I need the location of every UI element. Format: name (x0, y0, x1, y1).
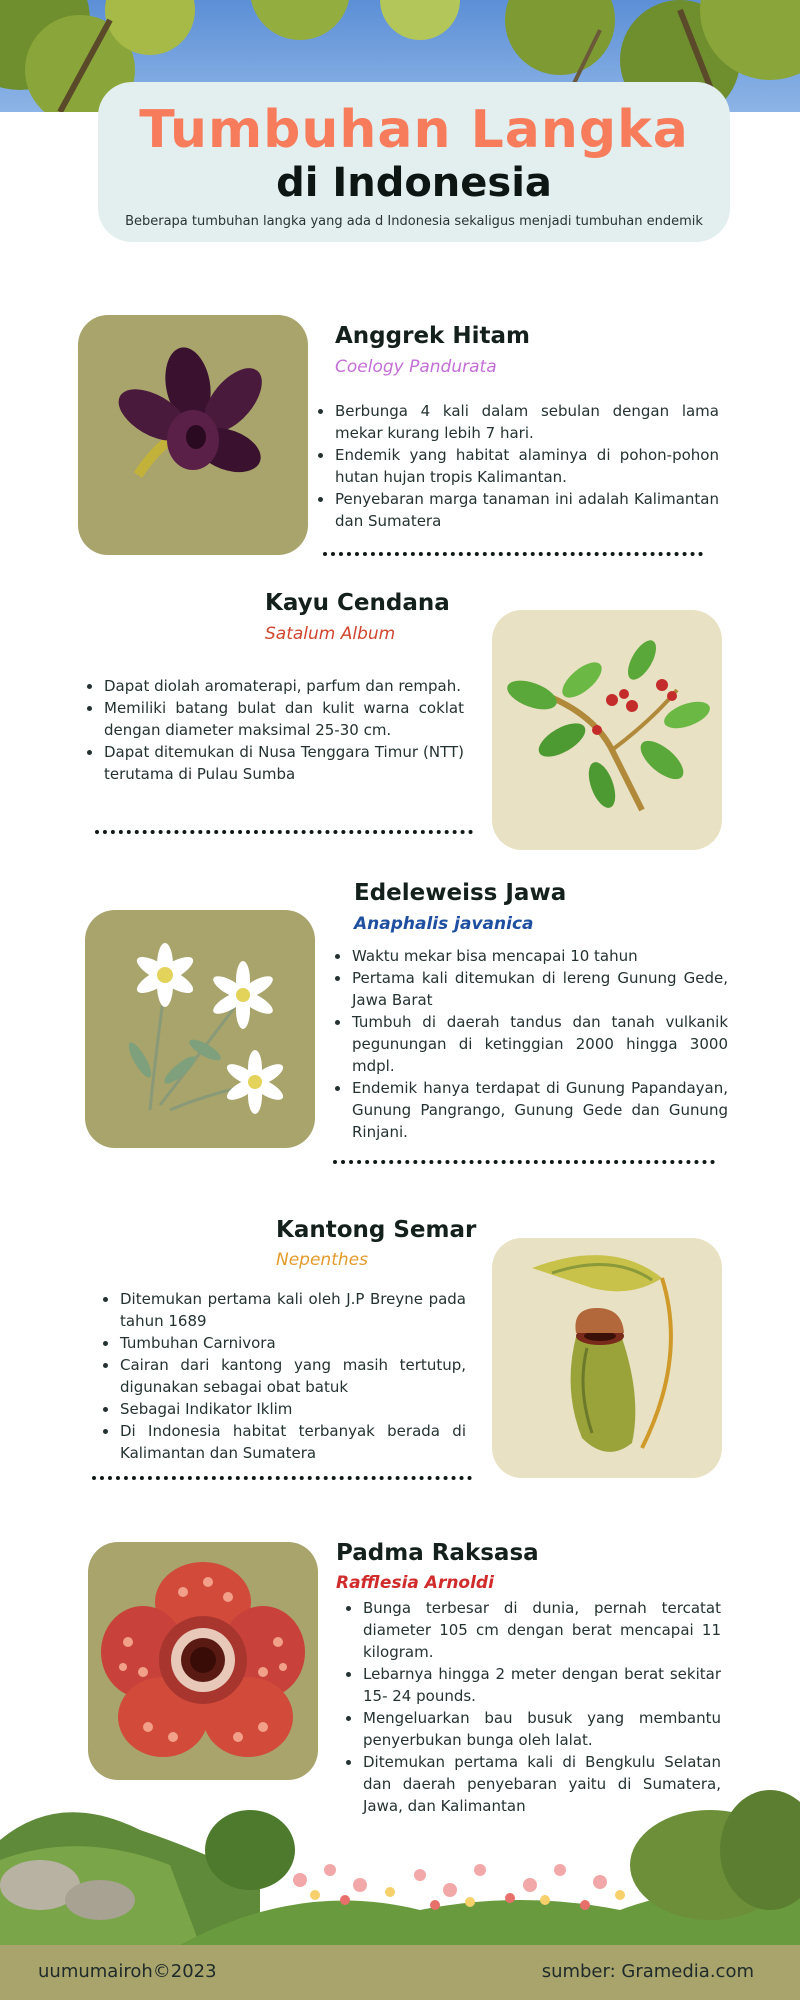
garden-landscape (0, 1770, 800, 1945)
dotted-divider (323, 552, 703, 556)
fact-item: Tumbuh di daerah tandus dan tanah vulkanik pegunungan di ketinggian 2000 hingga 3000 mdpl. (332, 1011, 728, 1077)
fact-item: Memiliki batang bulat dan kulit warna coklat dengan diameter maksimal 25-30 cm. (84, 697, 464, 741)
fact-item: Ditemukan pertama kali di Bengkulu Selatan dan daerah penyebaran yaitu di Sumatera, Jawa, dan Kalimantan (343, 1751, 721, 1817)
plant-latin-name: Nepenthes (276, 1250, 368, 1270)
source-credit: sumber: Gramedia.com (541, 1961, 754, 1982)
plant-latin-name: Coelogy Pandurata (335, 357, 497, 377)
fact-item: Pertama kali ditemukan di lereng Gunung Gede, Jawa Barat (332, 967, 728, 1011)
fact-item: Di Indonesia habitat terbanyak berada di Kalimantan dan Sumatera (100, 1420, 466, 1464)
page-subtitle: di Indonesia (276, 160, 552, 206)
plant-image-kantong-semar (492, 1238, 722, 1478)
plant-image-edeleweiss-jawa (85, 910, 315, 1148)
plant-latin-name: Anaphalis javanica (354, 914, 534, 934)
footer-bar (0, 1945, 800, 2000)
plant-facts-list (315, 400, 719, 532)
fact-item: Endemik yang habitat alaminya di pohon-pohon hutan hujan tropis Kalimantan. (315, 444, 719, 488)
edelweiss-flower-icon (85, 910, 315, 1148)
plant-name: Padma Raksasa (336, 1540, 539, 1566)
fact-item: Dapat ditemukan di Nusa Tenggara Timur (NTT) terutama di Pulau Sumba (84, 741, 464, 785)
fact-item: Lebarnya hingga 2 meter dengan berat sekitar 15- 24 pounds. (343, 1663, 721, 1707)
page-description: Beberapa tumbuhan langka yang ada d Indonesia sekaligus menjadi tumbuhan endemik (125, 214, 703, 229)
sandalwood-branch-icon (492, 610, 722, 850)
plant-facts-list (100, 1288, 466, 1464)
fact-item: Dapat diolah aromaterapi, parfum dan rempah. (84, 675, 464, 697)
plant-name: Kayu Cendana (265, 590, 450, 616)
plant-image-padma-raksasa (88, 1542, 318, 1780)
dotted-divider (92, 1476, 472, 1480)
fact-item: Bunga terbesar di dunia, pernah tercatat diameter 105 cm dengan berat mencapai 11 kilogram. (343, 1597, 721, 1663)
dotted-divider (333, 1160, 715, 1164)
fact-item: Ditemukan pertama kali oleh J.P Breyne pada tahun 1689 (100, 1288, 466, 1332)
plant-name: Kantong Semar (276, 1217, 477, 1243)
fact-item: Sebagai Indikator Iklim (100, 1398, 466, 1420)
fact-item: Mengeluarkan bau busuk yang membantu penyerbukan bunga oleh lalat. (343, 1707, 721, 1751)
plant-facts-list (84, 675, 464, 785)
fact-item: Penyebaran marga tanaman ini adalah Kalimantan dan Sumatera (315, 488, 719, 532)
rafflesia-flower-icon (88, 1542, 318, 1780)
fact-item: Cairan dari kantong yang masih tertutup, digunakan sebagai obat batuk (100, 1354, 466, 1398)
fact-item: Waktu mekar bisa mencapai 10 tahun (332, 945, 728, 967)
plant-latin-name: Satalum Album (265, 624, 396, 644)
dotted-divider (95, 830, 473, 834)
plant-latin-name: Rafflesia Arnoldi (336, 1573, 494, 1593)
plant-name: Edeleweiss Jawa (354, 880, 567, 906)
fact-item: Berbunga 4 kali dalam sebulan dengan lama mekar kurang lebih 7 hari. (315, 400, 719, 444)
garden-landscape-icon (0, 1770, 800, 1945)
fact-item: Tumbuhan Carnivora (100, 1332, 466, 1354)
fact-item: Endemik hanya terdapat di Gunung Papandayan, Gunung Pangrango, Gunung Gede dan Gunung Rinjani. (332, 1077, 728, 1143)
plant-image-anggrek-hitam (78, 315, 308, 555)
black-orchid-icon (78, 315, 308, 555)
plant-facts-list (332, 945, 728, 1143)
title-card (98, 82, 730, 242)
plant-image-kayu-cendana (492, 610, 722, 850)
pitcher-plant-icon (492, 1238, 722, 1478)
author-credit: uumumairoh©2023 (38, 1961, 217, 1982)
plant-name: Anggrek Hitam (335, 323, 530, 349)
page-title: Tumbuhan Langka (139, 100, 689, 160)
